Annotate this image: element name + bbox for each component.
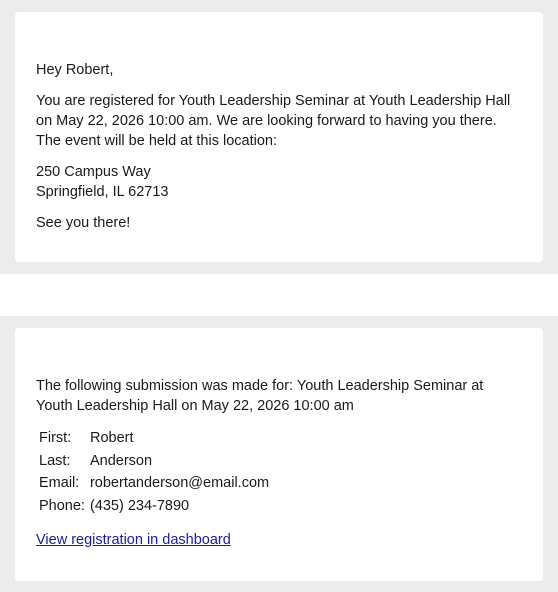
field-value: Anderson xyxy=(89,452,153,469)
field-row-email xyxy=(37,472,269,495)
registration-message: You are registered for Youth Leadership Seminar at Youth Leadership Hall on May 22, 2026 10:00 am. We are looking forward to having you there. The event will be held at this location: xyxy=(36,93,511,149)
submission-email-card xyxy=(15,328,543,581)
field-label: First: xyxy=(39,430,72,447)
greeting: Hey Robert, xyxy=(36,62,114,78)
field-label: Email: xyxy=(39,475,80,492)
view-registration-link[interactable]: View registration in dashboard xyxy=(36,532,231,548)
field-row-first xyxy=(37,427,269,450)
field-row-phone xyxy=(37,495,269,518)
closing-message: See you there! xyxy=(36,215,131,231)
address-line-1: 250 Campus Way xyxy=(36,164,151,180)
confirmation-email-body xyxy=(36,60,522,233)
field-value: Robert xyxy=(89,430,134,447)
confirmation-email-card xyxy=(15,12,543,262)
address-line-2: Springfield, IL 62713 xyxy=(36,184,169,200)
field-value: robertanderson@email.com xyxy=(89,475,270,492)
field-label: Last: xyxy=(39,452,71,469)
field-row-last xyxy=(37,450,269,473)
submission-fields-table xyxy=(37,427,269,517)
field-value: (435) 234-7890 xyxy=(89,497,190,514)
submission-intro: The following submission was made for: Youth Leadership Seminar at Youth Leadership Hall on May 22, 2026 10:00 am xyxy=(36,378,484,414)
submission-email-body xyxy=(36,376,522,550)
field-label: Phone: xyxy=(39,497,85,514)
